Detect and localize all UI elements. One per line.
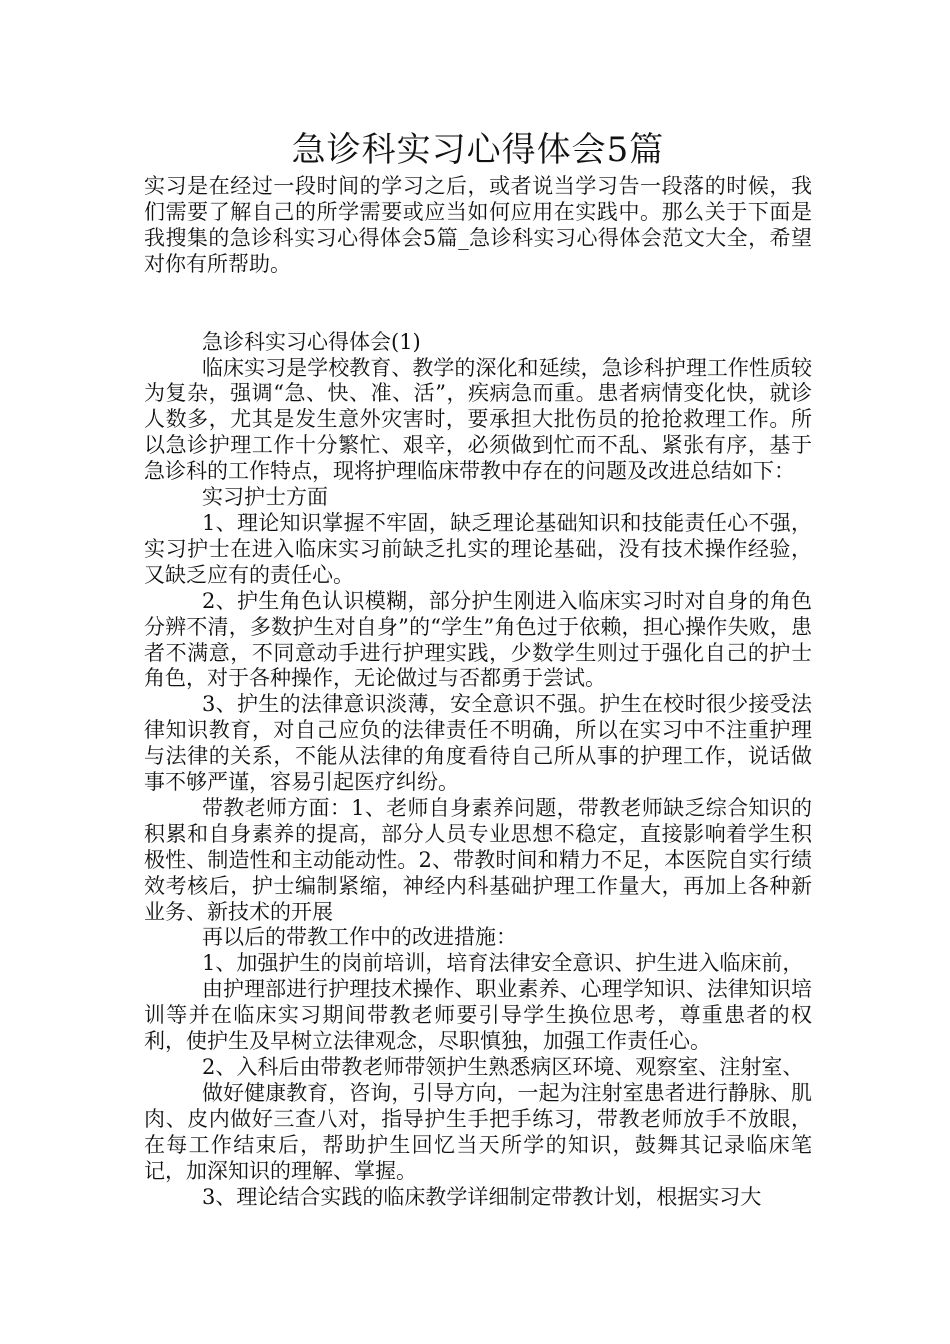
body-paragraph: 做好健康教育，咨询，引导方向，一起为注射室患者进行静脉、肌肉、皮内做好三查八对，指导护生手把手练习，带教老师放手不放眼，在每工作结束后，帮助护生回忆当天所学的知识，鼓舞其记录临床笔记，加深知识的理解、掌握。 [144, 1080, 812, 1183]
section-heading: 急诊科实习心得体会(1) [202, 329, 421, 354]
body-paragraph: 2、护生角色认识模糊，部分护生刚进入临床实习时对自身的角色分辨不清，多数护生对自身”的“学生”角色过于依赖，担心操作失败，患者不满意，不同意动手进行护理实践，少数学生则过于强化自己的护士角色，对于各种操作，无论做过与否都勇于尝试。 [144, 588, 812, 691]
body-paragraph: 由护理部进行护理技术操作、职业素养、心理学知识、法律知识培训等并在临床实习期间带教老师要引导学生换位思考，尊重患者的权利，使护生及早树立法律观念，尽职慎独，加强工作责任心。 [144, 977, 812, 1054]
body-paragraph: 临床实习是学校教育、教学的深化和延续，急诊科护理工作性质较为复杂，强调“急、快、准、活”，疾病急而重。患者病情变化快，就诊人数多，尤其是发生意外灾害时，要承担大批伤员的抢抢救理工作。所以急诊护理工作十分繁忙、艰辛，必须做到忙而不乱、紧张有序，基于急诊科的工作特点，现将护理临床带教中存在的问题及改进总结如下： [144, 355, 812, 484]
intro-paragraph: 实习是在经过一段时间的学习之后，或者说当学习告一段落的时候，我们需要了解自己的所学需要或应当如何应用在实践中。那么关于下面是我搜集的急诊科实习心得体会5篇_急诊科实习心得体会范文大全，希望对你有所帮助。 [144, 174, 812, 276]
body-paragraph: 再以后的带教工作中的改进措施： [202, 925, 517, 950]
body-paragraph: 带教老师方面：1、老师自身素养问题，带教老师缺乏综合知识的积累和自身素养的提高，部分人员专业思想不稳定，直接影响着学生积极性、制造性和主动能动性。2、带教时间和精力不足，本医院自实行绩效考核后，护士编制紧缩，神经内科基础护理工作量大，再加上各种新业务、新技术的开展 [144, 795, 812, 924]
body-paragraph: 3、护生的法律意识淡薄，安全意识不强。护生在校时很少接受法律知识教育，对自己应负的法律责任不明确，所以在实习中不注重护理与法律的关系，不能从法律的角度看待自己所从事的护理工作，说话做事不够严谨，容易引起医疗纠纷。 [144, 692, 812, 795]
body-paragraph: 1、加强护生的岗前培训，培育法律安全意识、护生进入临床前， [202, 951, 804, 976]
body-paragraph: 3、理论结合实践的临床教学详细制定带教计划，根据实习大 [202, 1184, 762, 1209]
subsection-heading: 实习护士方面 [202, 485, 328, 510]
document-title: 急诊科实习心得体会5篇 [291, 130, 665, 170]
paragraph-gap [144, 278, 812, 330]
document-page [144, 128, 812, 1210]
body-paragraph: 1、理论知识掌握不牢固，缺乏理论基础知识和技能责任心不强，实习护士在进入临床实习前缺乏扎实的理论基础，没有技术操作经验，又缺乏应有的责任心。 [144, 510, 812, 587]
body-paragraph: 2、入科后由带教老师带领护生熟悉病区环境、观察室、注射室、 [202, 1055, 804, 1079]
